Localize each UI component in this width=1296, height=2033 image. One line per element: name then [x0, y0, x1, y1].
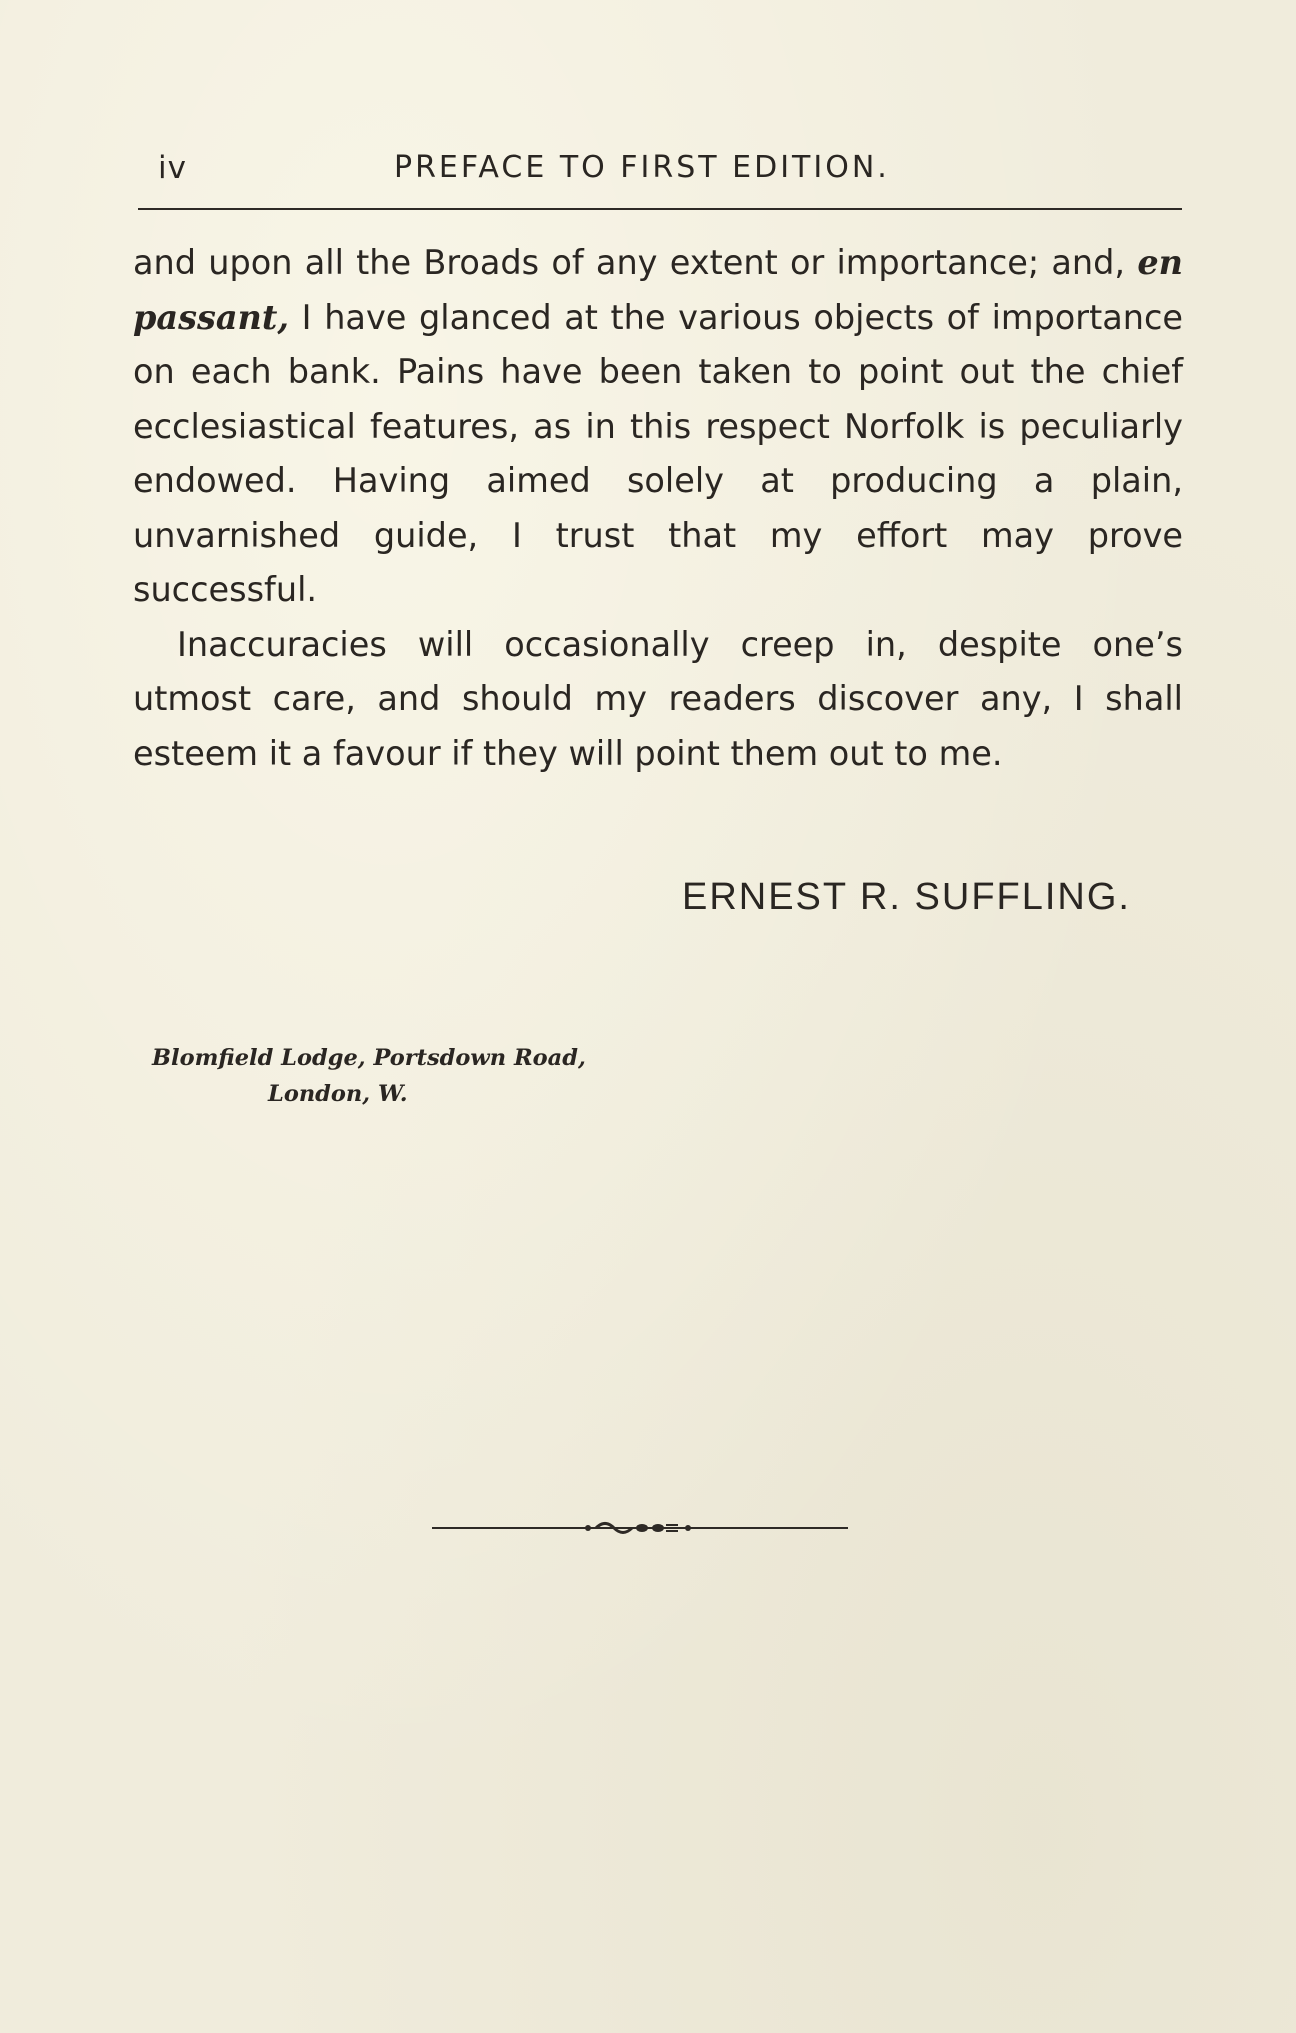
author-address	[152, 1040, 586, 1112]
italic-phrase: en passant,	[133, 243, 1183, 337]
header-rule	[138, 208, 1182, 210]
running-title: PREFACE TO FIRST EDITION.	[394, 150, 890, 185]
tailpiece-ornament	[432, 1516, 848, 1540]
paragraph-1-end: I have glanced at the various objects of importance on each bank. Pains have been taken to point out the chief ecclesiastical features, as in this respect Norfolk is peculiarly endowed. Having aimed solely at producing a plain, unvarnished guide, I trust that my effort may prove successful.	[133, 297, 1183, 609]
paragraph-1	[133, 236, 1183, 618]
page-number: iv	[158, 150, 187, 186]
preface-body	[133, 236, 1183, 781]
address-line-1: Blomfield Lodge, Portsdown Road,	[152, 1045, 586, 1071]
ornament-flourish-icon	[580, 1516, 700, 1540]
paragraph-2: Inaccuracies will occasionally creep in, despite one’s utmost care, and should my readers discover any, I shall esteem it a favour if they will point them out to me.	[133, 624, 1183, 773]
ornament-rule-right	[700, 1527, 848, 1529]
running-head	[158, 150, 1182, 190]
ornament-rule-left	[432, 1527, 580, 1529]
address-line-2: London, W.	[268, 1081, 408, 1107]
paragraph-1-start: and upon all the Broads of any extent or importance; and,	[133, 243, 1138, 282]
author-signature: ERNEST R. SUFFLING.	[681, 876, 1131, 918]
